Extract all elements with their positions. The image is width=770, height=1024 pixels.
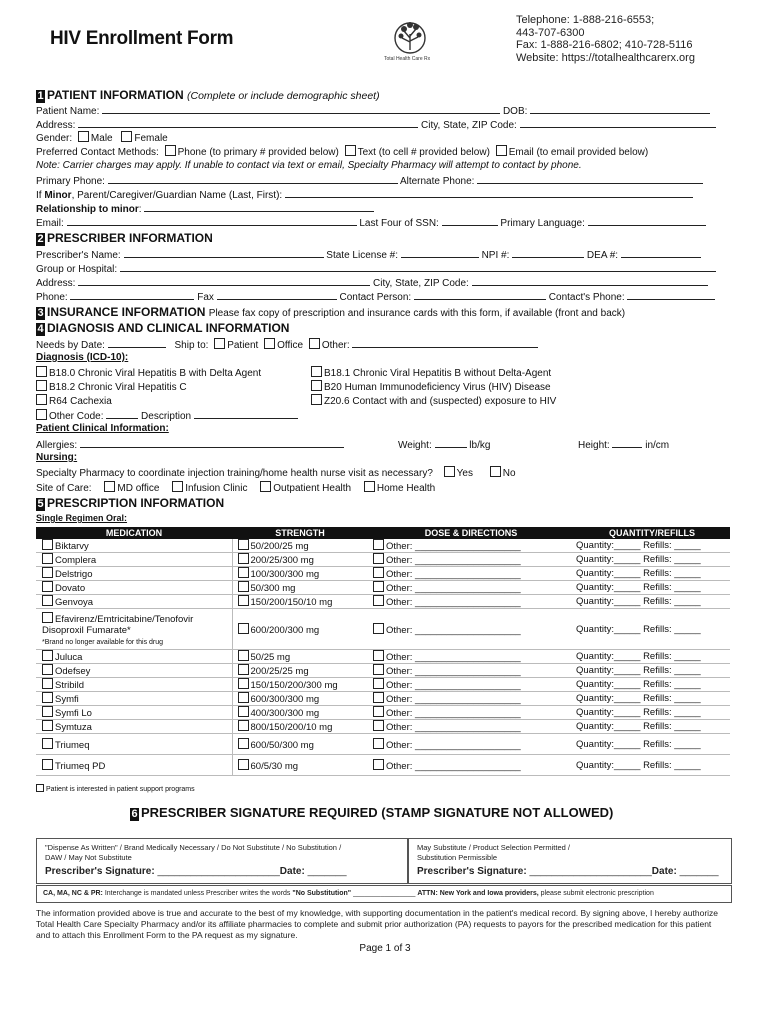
- site-of-care-row: Site of Care: MD office Infusion Clinic Outpatient Health Home Health: [36, 483, 436, 494]
- medication-checkbox[interactable]: [42, 678, 53, 689]
- strength-value: 50/25 mg: [250, 652, 291, 663]
- medication-name: Stribild: [55, 680, 85, 691]
- allergies-row: Allergies: Weight: lb/kg Height: in/cm: [36, 437, 730, 450]
- language-field[interactable]: [588, 215, 706, 226]
- email-row: Email: Last Four of SSN: Primary Language:: [36, 215, 730, 228]
- medication-name: Symfi: [55, 694, 79, 705]
- medication-checkbox[interactable]: [42, 664, 53, 675]
- strength-cell: [232, 720, 368, 734]
- b182-checkbox[interactable]: [36, 380, 47, 391]
- prescriber-city-field[interactable]: [472, 275, 708, 286]
- quantity-refills-field[interactable]: Quantity:_____ Refills: _____: [576, 707, 701, 718]
- medication-cell: [36, 734, 232, 755]
- daw-signature-box: "Dispense As Written" / Brand Medically Necessary / Do Not Substitute / No Substitution / DAW / May Not Substitute Prescriber's Signature: ______________________Date: _______: [36, 838, 408, 884]
- medication-checkbox[interactable]: [42, 720, 53, 731]
- strength-cell: [232, 553, 368, 567]
- medication-name: Triumeq PD: [55, 760, 106, 772]
- nursing-heading: Nursing:: [36, 452, 78, 463]
- medication-checkbox[interactable]: [42, 539, 53, 550]
- dose-cell: [368, 755, 574, 776]
- strength-cell: [232, 692, 368, 706]
- male-checkbox[interactable]: [78, 131, 89, 142]
- substitute-signature-box: May Substitute / Product Selection Permitted / Substitution Permissible Prescriber's Signature: ______________________Date: _______: [408, 838, 732, 884]
- clinical-heading: Patient Clinical Information:: [36, 423, 169, 434]
- description-field[interactable]: [194, 408, 298, 419]
- section-5-heading: 5 PRESCRIPTION INFORMATION: [37, 496, 225, 510]
- medication-cell: [36, 539, 232, 553]
- strength-cell: [232, 650, 368, 664]
- strength-checkbox[interactable]: [238, 738, 249, 749]
- medication-name: Biktarvy: [55, 541, 89, 552]
- phone-row: Primary Phone: Alternate Phone:: [36, 173, 730, 186]
- prescription-table: [36, 527, 730, 776]
- strength-cell: [232, 706, 368, 720]
- prescriber-address-row: Address: City, State, ZIP Code:: [36, 275, 730, 288]
- strength-value: 200/25/25 mg: [250, 666, 309, 677]
- table-row: [36, 706, 730, 720]
- alternate-phone-field[interactable]: [477, 173, 703, 184]
- quantity-cell: [574, 539, 730, 553]
- quantity-refills-field[interactable]: Quantity:_____ Refills: _____: [576, 738, 701, 750]
- table-row: [36, 539, 730, 553]
- strength-checkbox[interactable]: [238, 720, 249, 731]
- medication-checkbox[interactable]: [42, 612, 53, 623]
- needs-by-date-field[interactable]: [108, 337, 166, 348]
- medication-checkbox[interactable]: [42, 581, 53, 592]
- minor-guardian-row: If Minor, Parent/Caregiver/Guardian Name (Last, First):: [36, 187, 730, 200]
- contact-phone-field[interactable]: [627, 289, 715, 300]
- table-row: [36, 664, 730, 678]
- dose-cell: [368, 664, 574, 678]
- home-health-checkbox[interactable]: [364, 481, 375, 492]
- b180-checkbox[interactable]: [36, 366, 47, 377]
- prescriber-address-field[interactable]: [78, 275, 370, 286]
- other-code-row: Other Code: Description: [36, 408, 730, 421]
- b181-checkbox[interactable]: [311, 366, 322, 377]
- quantity-refills-field[interactable]: Quantity:_____ Refills: _____: [576, 554, 701, 565]
- strength-cell: [232, 678, 368, 692]
- form-title: HIV Enrollment Form: [50, 28, 234, 49]
- nursing-row: Specialty Pharmacy to coordinate injection training/home health nurse visit as necessary? Yes No: [36, 468, 516, 479]
- medication-name: Symfi Lo: [55, 708, 92, 719]
- dose-other-checkbox[interactable]: [373, 738, 384, 749]
- strength-value: 50/200/25 mg: [250, 541, 309, 552]
- dose-other-checkbox[interactable]: [373, 539, 384, 550]
- table-row: [36, 581, 730, 595]
- infusion-checkbox[interactable]: [172, 481, 183, 492]
- strength-value: 50/300 mg: [250, 583, 296, 594]
- medication-cell: [36, 692, 232, 706]
- table-row: [36, 720, 730, 734]
- quantity-refills-field[interactable]: Quantity:_____ Refills: _____: [576, 679, 701, 690]
- md-office-checkbox[interactable]: [104, 481, 115, 492]
- strength-cell: [232, 595, 368, 609]
- icd-heading: Diagnosis (ICD-10):: [36, 352, 129, 363]
- contact-info: [516, 14, 695, 64]
- dose-other-field[interactable]: Other: ____________________: [386, 722, 521, 733]
- dose-cell: [368, 650, 574, 664]
- medication-cell: [36, 720, 232, 734]
- carrier-note: Note: Carrier charges may apply. If unable to contact via text or email, Specialty Pharmacy will attempt to contact by phone.: [36, 160, 582, 171]
- strength-checkbox[interactable]: [238, 539, 249, 550]
- strength-checkbox[interactable]: [238, 553, 249, 564]
- prescriber-fax-field[interactable]: [217, 289, 337, 300]
- icd-row-3: R64 Cachexia Z20.6 Contact with and (suspected) exposure to HIV: [36, 394, 730, 407]
- quantity-cell: [574, 609, 730, 650]
- quantity-refills-field[interactable]: Quantity:_____ Refills: _____: [576, 540, 701, 551]
- prescription-rows: [36, 539, 730, 776]
- allergies-field[interactable]: [80, 437, 344, 448]
- patient-name-row: Patient Name: DOB:: [36, 103, 730, 116]
- quantity-cell: [574, 581, 730, 595]
- medication-cell: [36, 755, 232, 776]
- table-row: [36, 609, 730, 650]
- strength-checkbox[interactable]: [238, 692, 249, 703]
- strength-value: 150/200/150/10 mg: [250, 597, 333, 608]
- strength-cell: [232, 567, 368, 581]
- dea-field[interactable]: [621, 247, 701, 258]
- strength-header: STRENGTH: [232, 527, 368, 539]
- logo-text: Total Health Care Rx: [384, 56, 431, 62]
- section-2-heading: 2 PRESCRIBER INFORMATION: [37, 231, 213, 245]
- table-row: [36, 595, 730, 609]
- quantity-refills-field[interactable]: Quantity:_____ Refills: _____: [576, 651, 701, 662]
- patient-city-field[interactable]: [520, 117, 716, 128]
- npi-field[interactable]: [512, 247, 584, 258]
- single-regimen-heading: Single Regimen Oral:: [36, 513, 128, 523]
- support-program-checkbox[interactable]: [36, 784, 44, 792]
- quantity-cell: [574, 595, 730, 609]
- ship-office-checkbox[interactable]: [264, 338, 275, 349]
- quantity-cell: [574, 650, 730, 664]
- daw-date-field[interactable]: _______: [307, 866, 347, 877]
- strength-cell: [232, 609, 368, 650]
- ssn-field[interactable]: [442, 215, 498, 226]
- strength-value: 800/150/200/10 mg: [250, 722, 333, 733]
- dose-cell: [368, 539, 574, 553]
- dose-other-field[interactable]: Other: ____________________: [386, 708, 521, 719]
- brand-note: *Brand no longer available for this drug: [42, 638, 164, 646]
- daw-note: "Dispense As Written" / Brand Medically Necessary / Do Not Substitute / No Substitution /: [45, 843, 342, 852]
- strength-checkbox[interactable]: [238, 581, 249, 592]
- support-program-row: Patient is interested in patient support programs: [36, 784, 195, 793]
- dose-other-field[interactable]: Other: ____________________: [386, 652, 521, 663]
- medication-checkbox[interactable]: [42, 595, 53, 606]
- r64-checkbox[interactable]: [36, 394, 47, 405]
- medication-cell: [36, 664, 232, 678]
- strength-value: 150/150/200/300 mg: [250, 680, 338, 691]
- state-rules-box: CA, MA, NC & PR: Interchange is mandated unless Prescriber writes the words "No Substitution" ________________ ATTN: New York and Iowa providers, please submit electronic prescription: [36, 885, 732, 903]
- needs-by-row: Needs by Date: Ship to: Patient Office Other:: [36, 337, 730, 350]
- dose-other-checkbox[interactable]: [373, 567, 384, 578]
- dose-other-checkbox[interactable]: [373, 759, 384, 770]
- medication-name: Triumeq: [55, 739, 90, 751]
- dose-other-checkbox[interactable]: [373, 678, 384, 689]
- dose-other-field[interactable]: Other: ____________________: [386, 666, 521, 677]
- height-field[interactable]: [612, 437, 642, 448]
- dose-cell: [368, 706, 574, 720]
- medication-name: Juluca: [55, 652, 83, 663]
- outpatient-checkbox[interactable]: [260, 481, 271, 492]
- dose-other-checkbox[interactable]: [373, 692, 384, 703]
- guardian-name-field[interactable]: [285, 187, 693, 198]
- strength-checkbox[interactable]: [238, 759, 249, 770]
- strength-value: 400/300/300 mg: [250, 708, 320, 719]
- strength-cell: [232, 581, 368, 595]
- substitute-note: May Substitute / Product Selection Permitted /: [417, 843, 570, 852]
- strength-checkbox[interactable]: [238, 595, 249, 606]
- substitute-date-field[interactable]: _______: [679, 866, 719, 877]
- quantity-refills-field[interactable]: Quantity:_____ Refills: _____: [576, 693, 701, 704]
- quantity-refills-field[interactable]: Quantity:_____ Refills: _____: [576, 759, 701, 771]
- dose-other-checkbox[interactable]: [373, 581, 384, 592]
- medication-checkbox[interactable]: [42, 692, 53, 703]
- dose-other-checkbox[interactable]: [373, 720, 384, 731]
- substitute-note-2: Substitution Permissible: [417, 853, 498, 862]
- dose-other-field[interactable]: Other: ____________________: [386, 680, 521, 691]
- quantity-refills-field[interactable]: Quantity:_____ Refills: _____: [576, 665, 701, 676]
- quantity-refills-field[interactable]: Quantity:_____ Refills: _____: [576, 596, 701, 607]
- telephone: Telephone: 1-888-216-6553;: [516, 14, 655, 26]
- dose-cell: [368, 734, 574, 755]
- no-substitution-field[interactable]: ________________: [351, 890, 418, 897]
- patient-name-field[interactable]: [102, 103, 500, 114]
- quantity-refills-field[interactable]: Quantity:_____ Refills: _____: [576, 721, 701, 732]
- quantity-cell: [574, 567, 730, 581]
- dose-other-checkbox[interactable]: [373, 553, 384, 564]
- group-row: Group or Hospital:: [36, 261, 730, 274]
- dose-cell: [368, 678, 574, 692]
- table-row: [36, 650, 730, 664]
- gender-row: Gender: Male Female: [36, 133, 168, 144]
- dose-cell: [368, 720, 574, 734]
- dose-other-field[interactable]: Other: ____________________: [386, 597, 521, 608]
- strength-cell: [232, 539, 368, 553]
- dose-cell: [368, 553, 574, 567]
- quantity-cell: [574, 706, 730, 720]
- phone-contact-checkbox[interactable]: [165, 145, 176, 156]
- prescriber-name-row: Prescriber's Name: State License #: NPI #: DEA #:: [36, 247, 730, 260]
- relationship-field[interactable]: [144, 201, 374, 212]
- dose-cell: [368, 595, 574, 609]
- dose-other-field[interactable]: Other: ____________________: [386, 694, 521, 705]
- other-code-field[interactable]: [106, 408, 138, 419]
- dose-other-checkbox[interactable]: [373, 706, 384, 717]
- strength-value: 600/300/300 mg: [250, 694, 320, 705]
- quantity-cell: [574, 692, 730, 706]
- quantity-refills-field[interactable]: Quantity:_____ Refills: _____: [576, 582, 701, 593]
- contact-method-row: Preferred Contact Methods: Phone (to primary # provided below) Text (to cell # provided below) Email (to email provided below): [36, 147, 649, 158]
- dose-cell: [368, 567, 574, 581]
- dose-other-field[interactable]: Other: ____________________: [386, 760, 521, 772]
- medication-cell: [36, 706, 232, 720]
- relationship-row: Relationship to minor:: [36, 201, 730, 214]
- dose-other-field[interactable]: Other: ____________________: [386, 569, 521, 580]
- medication-name: Genvoya: [55, 597, 94, 608]
- quantity-refills-field[interactable]: Quantity:_____ Refills: _____: [576, 568, 701, 579]
- dose-cell: [368, 609, 574, 650]
- primary-phone-field[interactable]: [108, 173, 398, 184]
- medication-cell: [36, 678, 232, 692]
- dose-other-checkbox[interactable]: [373, 623, 384, 634]
- dose-other-field[interactable]: Other: ____________________: [386, 583, 521, 594]
- medication-checkbox[interactable]: [42, 567, 53, 578]
- dose-other-field[interactable]: Other: ____________________: [386, 739, 521, 751]
- telephone-2: 443-707-6300: [516, 26, 585, 39]
- strength-value: 60/5/30 mg: [250, 760, 299, 772]
- strength-checkbox[interactable]: [238, 650, 249, 661]
- medication-checkbox[interactable]: [42, 706, 53, 717]
- quantity-cell: [574, 664, 730, 678]
- group-hospital-field[interactable]: [120, 261, 716, 272]
- page-number: Page 1 of 3: [359, 943, 411, 954]
- other-code-checkbox[interactable]: [36, 409, 47, 420]
- dose-other-field[interactable]: Other: ____________________: [386, 624, 521, 636]
- medication-cell: [36, 567, 232, 581]
- medication-checkbox[interactable]: [42, 759, 53, 770]
- nursing-yes-checkbox[interactable]: [444, 466, 455, 477]
- substitute-signature-field[interactable]: ______________________: [529, 866, 652, 877]
- medication-name: Delstrigo: [55, 569, 93, 580]
- weight-field[interactable]: [435, 437, 467, 448]
- quantity-cell: [574, 734, 730, 755]
- medication-name: Dovato: [55, 583, 86, 594]
- email-field[interactable]: [67, 215, 357, 226]
- icd-row-2: B18.2 Chronic Viral Hepatitis C B20 Human Immunodeficiency Virus (HIV) Disease: [36, 380, 730, 393]
- dose-cell: [368, 692, 574, 706]
- strength-value: 200/25/300 mg: [250, 555, 314, 566]
- section-4-heading: 4 DIAGNOSIS AND CLINICAL INFORMATION: [37, 321, 290, 335]
- dose-other-field[interactable]: Other: ____________________: [386, 555, 521, 566]
- strength-checkbox[interactable]: [238, 664, 249, 675]
- dob-field[interactable]: [530, 103, 710, 114]
- strength-value: 100/300/300 mg: [250, 569, 320, 580]
- strength-checkbox[interactable]: [238, 706, 249, 717]
- medication-cell: [36, 595, 232, 609]
- quantity-header: QUANTITY/REFILLS: [574, 527, 730, 539]
- medication-name: Symtuza: [55, 722, 92, 733]
- medication-cell: [36, 609, 232, 650]
- table-row: [36, 692, 730, 706]
- license-field[interactable]: [401, 247, 479, 258]
- dose-other-field[interactable]: Other: ____________________: [386, 541, 521, 552]
- medication-name: Complera: [55, 555, 97, 566]
- dose-header: DOSE & DIRECTIONS: [368, 527, 574, 539]
- table-row: [36, 734, 730, 755]
- medication-checkbox[interactable]: [42, 650, 53, 661]
- ship-patient-checkbox[interactable]: [214, 338, 225, 349]
- b20-checkbox[interactable]: [311, 380, 322, 391]
- medication-cell: [36, 581, 232, 595]
- dose-other-checkbox[interactable]: [373, 664, 384, 675]
- ship-other-field[interactable]: [352, 337, 538, 348]
- quantity-refills-field[interactable]: Quantity:_____ Refills: _____: [576, 623, 701, 635]
- quantity-cell: [574, 553, 730, 567]
- strength-checkbox[interactable]: [238, 623, 249, 634]
- strength-cell: [232, 734, 368, 755]
- medication-cell: [36, 553, 232, 567]
- strength-checkbox[interactable]: [238, 678, 249, 689]
- medication-name: Odefsey: [55, 666, 91, 677]
- table-row: [36, 553, 730, 567]
- prescriber-phone-row: Phone: Fax Contact Person: Contact's Phone:: [36, 289, 730, 302]
- section-3-heading: 3 INSURANCE INFORMATION Please fax copy of prescription and insurance cards with this form, if available (front and back): [37, 305, 626, 319]
- daw-note-2: DAW / May Not Substitute: [45, 853, 132, 862]
- dose-other-checkbox[interactable]: [373, 650, 384, 661]
- dose-cell: [368, 581, 574, 595]
- medication-name-2: Disoproxil Fumarate*: [42, 624, 131, 636]
- table-row: [36, 567, 730, 581]
- medication-name: Efavirenz/Emtricitabine/Tenofovir: [55, 613, 194, 625]
- female-checkbox[interactable]: [121, 131, 132, 142]
- quantity-cell: [574, 678, 730, 692]
- patient-address-row: Address: City, State, ZIP Code:: [36, 117, 730, 130]
- strength-cell: [232, 664, 368, 678]
- table-row: [36, 678, 730, 692]
- medication-header: MEDICATION: [36, 527, 232, 539]
- prescriber-name-field[interactable]: [124, 247, 324, 258]
- section-1-heading: 1 PATIENT INFORMATION (Complete or include demographic sheet): [37, 88, 380, 102]
- contact-person-field[interactable]: [414, 289, 546, 300]
- fax-number: Fax: 1-888-216-6802; 410-728-5116: [516, 39, 693, 51]
- patient-address-field[interactable]: [78, 117, 418, 128]
- strength-value: 600/200/300 mg: [250, 624, 320, 636]
- dose-other-checkbox[interactable]: [373, 595, 384, 606]
- strength-value: 600/50/300 mg: [250, 739, 314, 751]
- z206-checkbox[interactable]: [311, 394, 322, 405]
- attestation-text: The information provided above is true and accurate to the best of my knowledge, with supporting documentation in the patient's medical record. By signing above, I hereby authorize Total Health Care Specialty Pharmacy and/or its affiliate pharmacies to complete and submit prior authorization (PA) requests to payors for the prescribed medication for this patient and to attach this Enrollment Form to the PA request as my signature.: [36, 908, 719, 940]
- icd-row-1: B18.0 Chronic Viral Hepatitis B with Delta Agent B18.1 Chronic Viral Hepatitis B without Delta-Agent: [36, 366, 730, 379]
- daw-signature-field[interactable]: ______________________: [157, 866, 280, 877]
- prescriber-phone-field[interactable]: [70, 289, 194, 300]
- prescription-header-row: [36, 527, 730, 539]
- section-6-heading: 6 PRESCRIBER SIGNATURE REQUIRED (STAMP SIGNATURE NOT ALLOWED): [131, 805, 614, 820]
- medication-cell: [36, 650, 232, 664]
- nursing-no-checkbox[interactable]: [490, 466, 501, 477]
- text-contact-checkbox[interactable]: [345, 145, 356, 156]
- email-contact-checkbox[interactable]: [496, 145, 507, 156]
- website: Website: https://totalhealthcarerx.org: [516, 51, 695, 64]
- quantity-cell: [574, 755, 730, 776]
- table-row: [36, 755, 730, 776]
- quantity-cell: [574, 720, 730, 734]
- strength-checkbox[interactable]: [238, 567, 249, 578]
- medication-checkbox[interactable]: [42, 553, 53, 564]
- ship-other-checkbox[interactable]: [309, 338, 320, 349]
- strength-cell: [232, 755, 368, 776]
- medication-checkbox[interactable]: [42, 738, 53, 749]
